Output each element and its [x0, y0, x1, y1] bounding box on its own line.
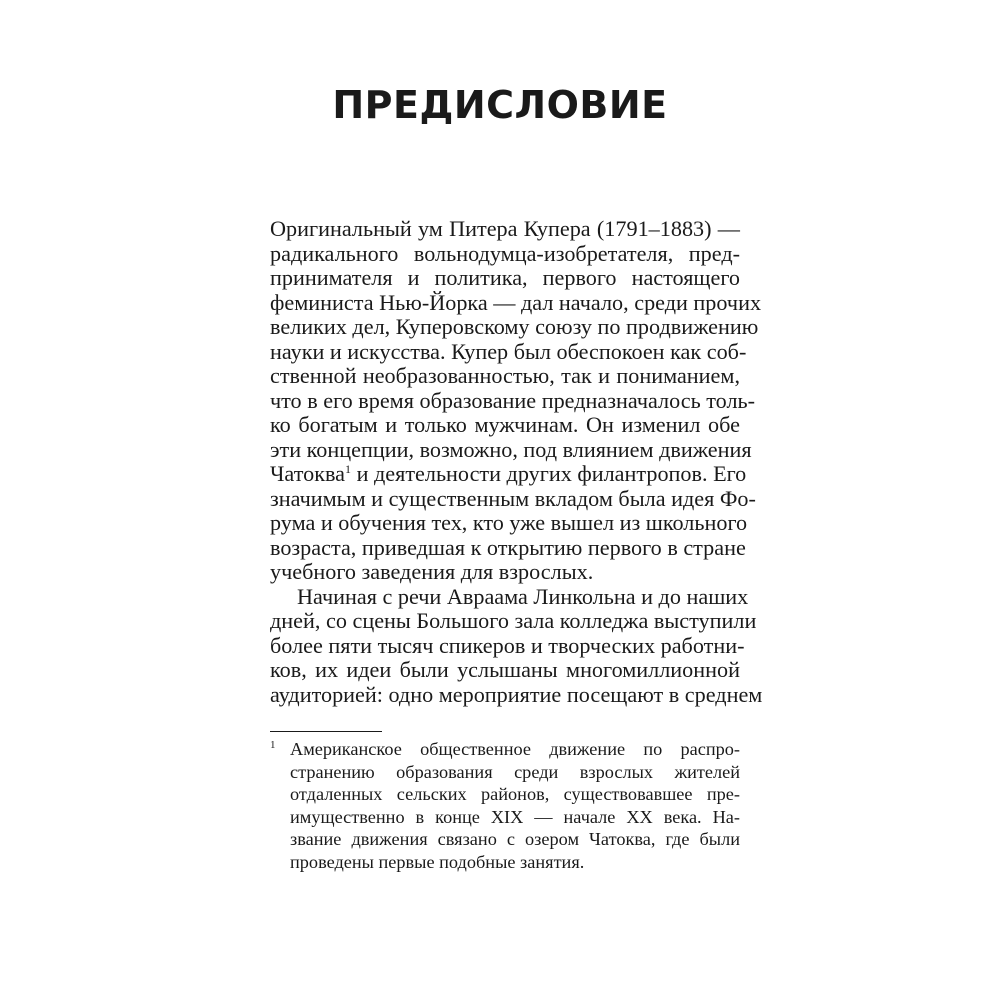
text-line: эти концепции, возможно, под влиянием движения	[270, 436, 752, 462]
text-line: ко богатым и только мужчинам. Он изменил обе	[270, 412, 740, 437]
text-line: учебного заведения для взрослых.	[270, 559, 594, 584]
text-line: значимым и существенным вкладом была идея Фо-	[270, 485, 756, 511]
text-line: науки и искусства. Купер был обеспокоен как соб-	[270, 338, 747, 364]
text-line: феминиста Нью-Йорка — дал начало, среди прочих	[270, 289, 762, 315]
text-line: ков, их идеи были услышаны многомиллионной	[270, 657, 740, 682]
text-line-rest: и деятельности других филантропов. Его	[356, 461, 747, 486]
text-line	[270, 461, 747, 487]
text-line: ственной необразованностью, так и пониманием,	[270, 363, 740, 388]
text-line: что в его время образование предназначалось толь-	[270, 387, 756, 413]
text-line: аудиторией: одно мероприятие посещают в среднем	[270, 681, 763, 707]
page-title: ПРЕДИСЛОВИЕ	[332, 83, 668, 127]
text-line: дней, со сцены Большого зала колледжа выступили	[270, 608, 757, 633]
footnote-mark: 1	[270, 739, 276, 751]
text-line: великих дел, Куперовскому союзу по продвижению	[270, 314, 759, 339]
footnote-line: звание движения связано с озером Чатоква, где были	[290, 829, 740, 850]
footnote-line: проведены первые подобные занятия.	[290, 851, 585, 872]
text-line: принимателя и политика, первого настоящего	[270, 265, 740, 290]
text-line: радикального вольнодумца-изобретателя, пред-	[270, 240, 740, 266]
footnote-line: Американское общественное движение по распро-	[290, 739, 740, 759]
footnote-line: странению образования среди взрослых жителей	[290, 761, 740, 782]
text-line: возраста, приведшая к открытию первого в стране	[270, 534, 746, 560]
text-line: Оригинальный ум Питера Купера (1791–1883) —	[270, 216, 740, 241]
footnote	[270, 738, 740, 874]
footnote-text	[290, 738, 740, 874]
text-line: рума и обучения тех, кто уже вышел из школьного	[270, 510, 748, 535]
footnote-reference[interactable]: 1	[345, 462, 352, 476]
chautauqua-word: Чатоква	[270, 461, 346, 486]
main-text	[270, 216, 763, 707]
text-line: Начиная с речи Авраама Линкольна и до наших	[297, 583, 749, 609]
footnote-divider	[270, 731, 382, 732]
text-line: более пяти тысяч спикеров и творческих работни-	[270, 632, 745, 658]
footnote-line: отдаленных сельских районов, существовавшее пре-	[290, 784, 740, 805]
footnote-line: имущественно в конце XIX — начале XX века. На-	[290, 806, 740, 827]
